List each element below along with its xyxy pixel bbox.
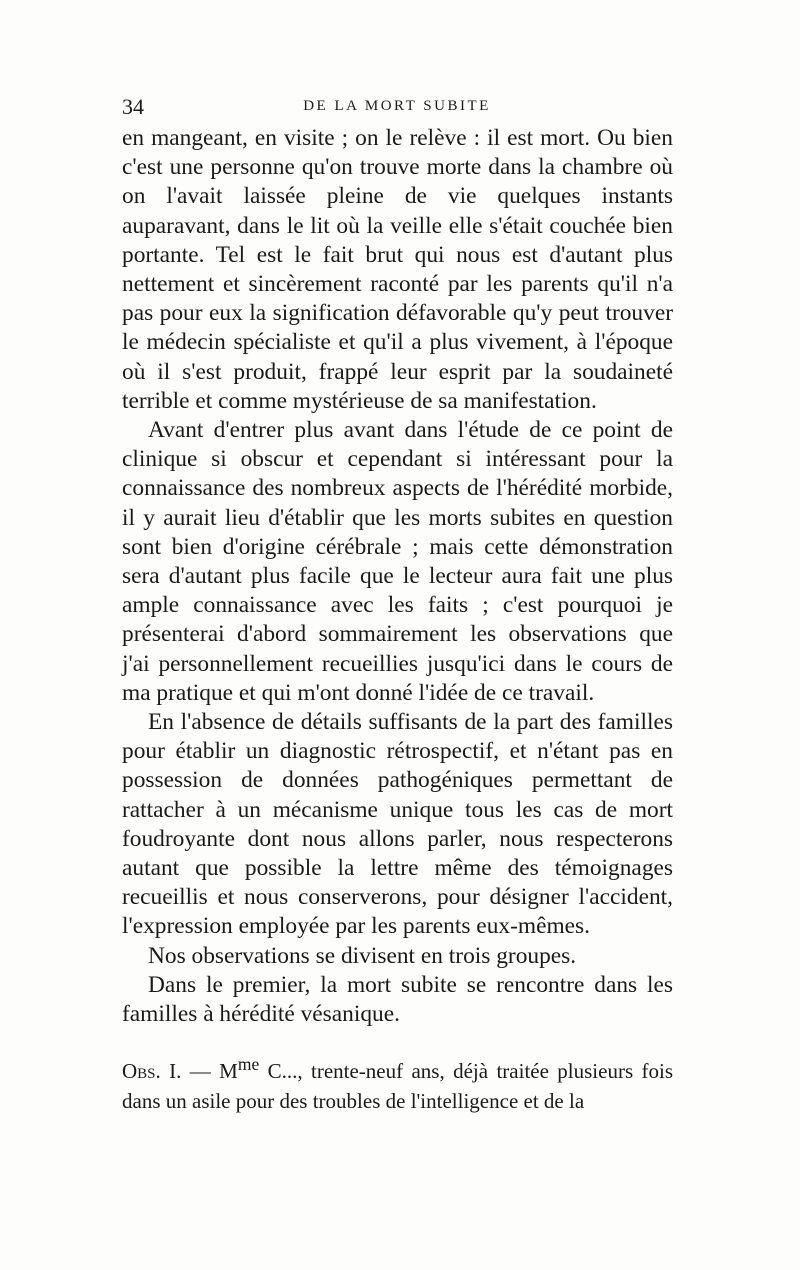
observation-dash: — (181, 1059, 220, 1084)
paragraph: En l'absence de détails suffisants de la part des familles pour établir un diagnostic rétrospectif, et n'étant pas en possession de données pathogéniques permettant de rattacher à un mécanisme unique tous les cas de mort foudroyante dont nous allons parler, nous respecterons autant que possible la lettre même des témoignages recueillis et nous conserverons, pour désigner l'accident, l'expression employée par les parents eux-mêmes. (122, 709, 673, 940)
running-title: DE LA MORT SUBITE (303, 98, 491, 114)
paragraph: Avant d'entrer plus avant dans l'étude de ce point de clinique si obscur et cependant si intéressant pour la connaissance des nombreux aspects de l'hérédité morbide, il y aurait lieu d'établir que les morts subites en question sont bien d'origine cérébrale ; mais cette démonstration sera d'autant plus facile que le lecteur aura fait une plus ample connaissance avec les faits ; c'est pourquoi je présenterai d'abord sommairement les observations que j'ai personnellement recueillies jusqu'ici dans le cours de ma pratique et qui m'ont donné l'idée de ce travail. (122, 417, 673, 706)
page-number: 34 (122, 94, 144, 119)
page-body (122, 124, 673, 1116)
observation-label: Obs. I. (122, 1059, 182, 1084)
observation-title-superscript: me (237, 1054, 260, 1075)
observation-title: M (219, 1059, 238, 1084)
paragraph: Dans le premier, la mort subite se rencontre dans les familles à hérédité vésanique. (122, 971, 673, 1028)
page-header (122, 94, 672, 124)
paragraph-continued: en mangeant, en visite ; on le relève : il est mort. Ou bien c'est une personne qu'on trouve morte dans la chambre où on l'avait laissée pleine de vie quelques instants auparavant, dans le lit où la veille elle s'était couchée bien portante. Tel est le fait brut qui nous est d'autant plus nettement et sincèrement raconté par les parents qu'il n'a pas pour eux la signification défavorable qu'y peut trouver le médecin spécialiste et qu'il a plus vivement, à l'époque où il s'est produit, frappé leur esprit par la soudaineté terrible et comme mystérieuse de sa manifestation. (122, 125, 673, 414)
paragraph: Nos observations se divisent en trois groupes. (148, 942, 577, 969)
observation-paragraph (122, 1049, 673, 1116)
observation-text: C..., trente-neuf ans, déjà traitée plusieurs fois dans un asile pour des troubles de l'intelligence et de la (122, 1059, 674, 1114)
